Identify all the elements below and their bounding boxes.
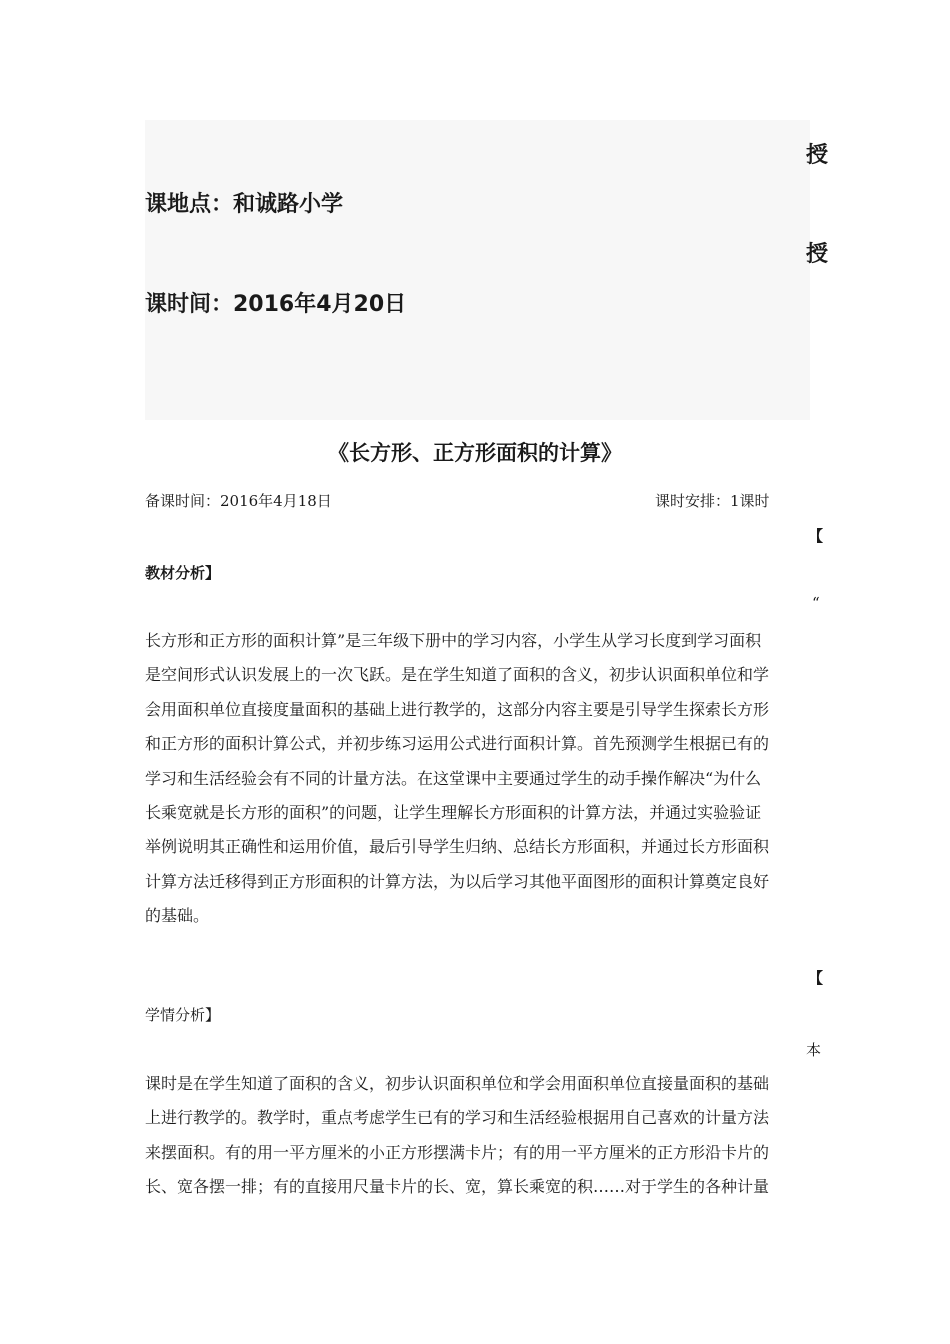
paragraph-line: 计算方法迁移得到正方形面积的计算方法，为以后学习其他平面图形的面积计算奠定良好 <box>145 871 770 891</box>
paragraph-line: 是空间形式认识发展上的一次飞跃。是在学生知道了面积的含义，初步认识面积单位和学 <box>145 665 770 685</box>
paragraph-line: 来摆面积。有的用一平方厘米的小正方形摆满卡片；有的用一平方厘米的正方形沿卡片的 <box>145 1142 770 1162</box>
lesson-schedule: 课时安排：1课时 <box>655 492 770 510</box>
cover-time-text: 课时间：2016年4月20日 <box>145 292 407 317</box>
paragraph-line: 和正方形的面积计算公式，并初步练习运用公式进行面积计算。首先预测学生根据已有的 <box>145 734 770 754</box>
cover-background <box>145 120 810 420</box>
paragraph-line: 会用面积单位直接度量面积的基础上进行教学的，这部分内容主要是引导学生探索长方形 <box>145 699 770 719</box>
paragraph-line: 举例说明其正确性和运用价值，最后引导学生归纳、总结长方形面积，并通过长方形面积 <box>145 837 770 857</box>
students-heading: 学情分析】 <box>145 1006 221 1024</box>
material-bracket: 【 <box>808 527 824 545</box>
paragraph-line: 上进行教学的。教学时，重点考虑学生已有的学习和生活经验根据用自己喜欢的计量方法 <box>145 1108 770 1128</box>
cover-place-text: 课地点：和诚路小学 <box>145 192 344 217</box>
document-title: 《长方形、正方形面积的计算》 <box>328 441 622 465</box>
paragraph-line: 课时是在学生知道了面积的含义，初步认识面积单位和学会用面积单位直接量面积的基础 <box>145 1074 770 1093</box>
material-heading: 教材分析】 <box>145 564 221 582</box>
paragraph-line: 学习和生活经验会有不同的计量方法。在这堂课中主要通过学生的动手操作解决“为什么 <box>145 768 762 788</box>
material-quote-open: “ <box>812 594 820 612</box>
material-paragraph <box>145 624 810 934</box>
students-lead-char: 本 <box>806 1041 822 1059</box>
paragraph-line: 长方形和正方形的面积计算”是三年级下册中的学习内容，小学生从学习长度到学习面积 <box>145 631 762 650</box>
cover-place-char: 授 <box>806 143 829 168</box>
prep-time: 备课时间：2016年4月18日 <box>145 492 332 510</box>
students-paragraph <box>145 1067 810 1205</box>
cover-time-char: 授 <box>806 242 829 267</box>
paragraph-line: 长、宽各摆一排；有的直接用尺量卡片的长、宽，算长乘宽的积……对于学生的各种计量 <box>145 1177 770 1197</box>
paragraph-line: 的基础。 <box>145 906 210 926</box>
students-bracket: 【 <box>808 969 824 987</box>
paragraph-line: 长乘宽就是长方形的面积”的问题，让学生理解长方形面积的计算方法，并通过实验验证 <box>145 803 762 823</box>
